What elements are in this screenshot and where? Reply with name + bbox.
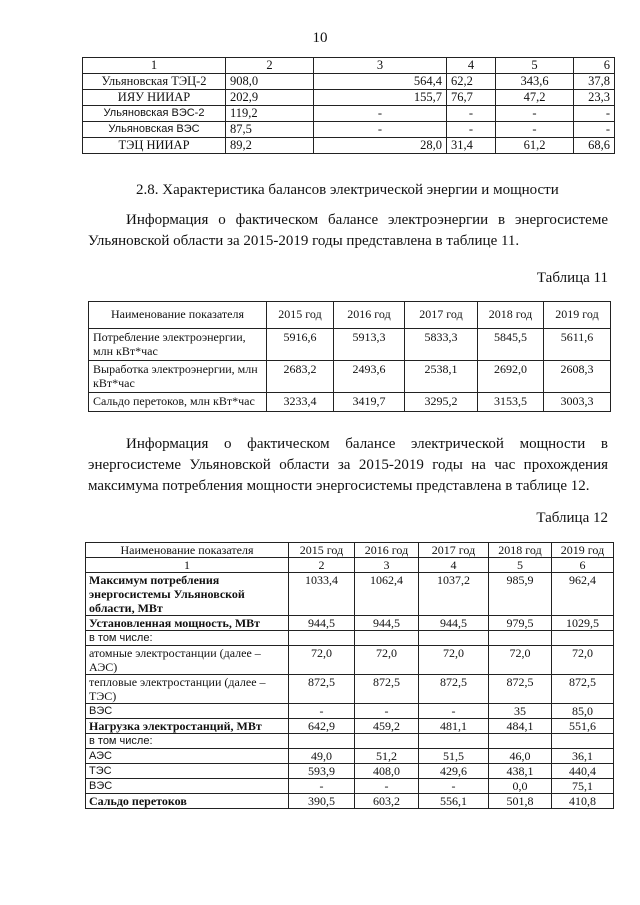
table-cell: - (447, 106, 496, 122)
header-cell: 4 (447, 58, 496, 74)
table-cell: 1037,2 (419, 573, 489, 616)
table-row (86, 646, 614, 675)
table-header-row (89, 302, 611, 329)
table-row (86, 779, 614, 794)
table-cell: 872,5 (355, 675, 419, 704)
table-cell: 23,3 (574, 90, 615, 106)
table-cell: 1062,4 (355, 573, 419, 616)
table-cell: 2692,0 (478, 361, 544, 393)
table-row (86, 764, 614, 779)
header-cell: 2019 год (544, 302, 611, 329)
table-row (86, 616, 614, 631)
table-cell: 72,0 (489, 646, 552, 675)
table-cell: 85,0 (552, 704, 614, 719)
header-cell: 2019 год (552, 543, 614, 558)
table-cell: 2493,6 (334, 361, 405, 393)
row-label: Нагрузка электростанций, МВт (86, 719, 289, 734)
table-cell: 0,0 (489, 779, 552, 794)
table-row (86, 734, 614, 749)
table-cell: 501,8 (489, 794, 552, 809)
table-cell: 46,0 (489, 749, 552, 764)
table-row (86, 719, 614, 734)
header-cell: 2015 год (267, 302, 334, 329)
column-number: 4 (419, 558, 489, 573)
table-cell: 429,6 (419, 764, 489, 779)
row-label: в том числе: (86, 631, 289, 646)
header-cell: 1 (83, 58, 226, 74)
table-12 (85, 542, 614, 809)
table-cell (355, 631, 419, 646)
header-cell: 5 (496, 58, 574, 74)
table-cell: - (314, 122, 447, 138)
table-cell: 5611,6 (544, 329, 611, 361)
table-cell: 593,9 (289, 764, 355, 779)
table-cell: - (419, 779, 489, 794)
header-cell: Наименование показателя (86, 543, 289, 558)
table-cell: 390,5 (289, 794, 355, 809)
table-row (89, 329, 611, 361)
row-label: Сальдо перетоков, млн кВт*час (89, 393, 267, 412)
table-cell: 202,9 (226, 90, 314, 106)
table-cell: 962,4 (552, 573, 614, 616)
table-cell: - (355, 779, 419, 794)
table-row (83, 122, 615, 138)
paragraph-power-balance: Информация о фактическом балансе электрической мощности в энергосистеме Ульяновской области за 2015-2019 годы на час прохождения максимума потребления мощности энергосистемы представлена в таблице 12. (88, 436, 608, 494)
table-cell (552, 631, 614, 646)
header-cell: 2 (226, 58, 314, 74)
row-label: Сальдо перетоков (86, 794, 289, 809)
table-cell: 31,4 (447, 138, 496, 154)
column-number: 2 (289, 558, 355, 573)
row-label: тепловые электростанции (далее – ТЭС) (86, 675, 289, 704)
row-label: Выработка электроэнергии, млн кВт*час (89, 361, 267, 393)
row-label: Ульяновская ТЭЦ-2 (83, 74, 226, 90)
row-label: Установленная мощность, МВт (86, 616, 289, 631)
page-number: 10 (312, 30, 328, 46)
table-row (86, 704, 614, 719)
table-cell: 3003,3 (544, 393, 611, 412)
table-cell (552, 734, 614, 749)
table-cell: 872,5 (289, 675, 355, 704)
table-row (89, 361, 611, 393)
header-cell: 2017 год (419, 543, 489, 558)
table-cell: 36,1 (552, 749, 614, 764)
table-12-caption: Таблица 12 (536, 510, 608, 526)
table-cell: 72,0 (552, 646, 614, 675)
table-cell: 2608,3 (544, 361, 611, 393)
row-label: ИЯУ НИИАР (83, 90, 226, 106)
table-cell: 872,5 (489, 675, 552, 704)
table-cell: 481,1 (419, 719, 489, 734)
table-cell: 551,6 (552, 719, 614, 734)
table-cell: 51,2 (355, 749, 419, 764)
table-row (89, 393, 611, 412)
header-cell: 2018 год (489, 543, 552, 558)
table-cell: 72,0 (355, 646, 419, 675)
table-cell: 944,5 (355, 616, 419, 631)
header-cell: 2015 год (289, 543, 355, 558)
table-cell: - (496, 106, 574, 122)
header-cell: 6 (574, 58, 615, 74)
table-cell: 564,4 (314, 74, 447, 90)
table-cell: 408,0 (355, 764, 419, 779)
row-label: атомные электростанции (далее – АЭС) (86, 646, 289, 675)
header-cell: 2016 год (334, 302, 405, 329)
paragraph-energy-balance: Информация о фактическом балансе электроэнергии в энергосистеме Ульяновской области за 2015-2019 годы представлена в таблице 11. (88, 212, 608, 249)
row-label: Ульяновская ВЭС-2 (83, 106, 226, 122)
table-cell: 35 (489, 704, 552, 719)
header-cell: 2017 год (405, 302, 478, 329)
table-top-continuation (82, 57, 615, 154)
table-cell: - (574, 122, 615, 138)
table-cell: 440,4 (552, 764, 614, 779)
table-cell: 75,1 (552, 779, 614, 794)
row-label: Максимум потребления энергосистемы Ульяновской области, МВт (86, 573, 289, 616)
table-cell: 908,0 (226, 74, 314, 90)
table-cell (355, 734, 419, 749)
table-cell: 459,2 (355, 719, 419, 734)
table-cell: 5833,3 (405, 329, 478, 361)
table-header-row (83, 58, 615, 74)
header-cell: 3 (314, 58, 447, 74)
row-label: в том числе: (86, 734, 289, 749)
table-cell: 642,9 (289, 719, 355, 734)
table-cell: 985,9 (489, 573, 552, 616)
table-cell: 944,5 (289, 616, 355, 631)
row-label: ТЭС (86, 764, 289, 779)
table-cell: 47,2 (496, 90, 574, 106)
table-cell: - (289, 704, 355, 719)
table-cell (489, 734, 552, 749)
table-row (86, 675, 614, 704)
table-cell: 410,8 (552, 794, 614, 809)
table-row (83, 138, 615, 154)
row-label: Потребление электроэнергии, млн кВт*час (89, 329, 267, 361)
table-cell: 979,5 (489, 616, 552, 631)
row-label: ВЭС (86, 704, 289, 719)
table-cell: 5916,6 (267, 329, 334, 361)
table-row (83, 74, 615, 90)
table-cell (419, 734, 489, 749)
table-cell: 3295,2 (405, 393, 478, 412)
table-cell: 119,2 (226, 106, 314, 122)
row-label: ВЭС (86, 779, 289, 794)
column-number: 1 (86, 558, 289, 573)
table-cell: 51,5 (419, 749, 489, 764)
table-cell: - (447, 122, 496, 138)
table-number-row (86, 558, 614, 573)
row-label: Ульяновская ВЭС (83, 122, 226, 138)
table-cell: 28,0 (314, 138, 447, 154)
row-label: ТЭЦ НИИАР (83, 138, 226, 154)
table-row (86, 749, 614, 764)
header-cell: 2018 год (478, 302, 544, 329)
table-cell: 343,6 (496, 74, 574, 90)
table-cell: 1033,4 (289, 573, 355, 616)
table-cell: 49,0 (289, 749, 355, 764)
table-cell: 155,7 (314, 90, 447, 106)
table-cell: 72,0 (289, 646, 355, 675)
table-row (86, 631, 614, 646)
table-cell: - (496, 122, 574, 138)
table-cell: 2683,2 (267, 361, 334, 393)
column-number: 6 (552, 558, 614, 573)
table-cell: 61,2 (496, 138, 574, 154)
table-11 (88, 301, 611, 412)
column-number: 3 (355, 558, 419, 573)
table-cell: 87,5 (226, 122, 314, 138)
table-header-row (86, 543, 614, 558)
table-cell: 5845,5 (478, 329, 544, 361)
table-cell: 872,5 (419, 675, 489, 704)
row-label: АЭС (86, 749, 289, 764)
table-cell: 3419,7 (334, 393, 405, 412)
table-row (83, 90, 615, 106)
table-cell: 68,6 (574, 138, 615, 154)
table-cell: 89,2 (226, 138, 314, 154)
table-cell: - (314, 106, 447, 122)
table-cell (289, 631, 355, 646)
table-cell: - (419, 704, 489, 719)
table-row (83, 106, 615, 122)
table-11-caption: Таблица 11 (536, 270, 608, 286)
table-cell: 3233,4 (267, 393, 334, 412)
table-cell: 556,1 (419, 794, 489, 809)
table-cell: - (574, 106, 615, 122)
header-cell: 2016 год (355, 543, 419, 558)
table-cell: 1029,5 (552, 616, 614, 631)
table-cell (289, 734, 355, 749)
header-cell: Наименование показателя (89, 302, 267, 329)
table-row (86, 573, 614, 616)
column-number: 5 (489, 558, 552, 573)
section-heading: 2.8. Характеристика балансов электрической энергии и мощности (136, 182, 559, 198)
table-cell: - (355, 704, 419, 719)
table-cell (489, 631, 552, 646)
table-cell: 37,8 (574, 74, 615, 90)
table-cell: 3153,5 (478, 393, 544, 412)
table-cell: 76,7 (447, 90, 496, 106)
table-cell: 2538,1 (405, 361, 478, 393)
table-cell (419, 631, 489, 646)
table-cell: 5913,3 (334, 329, 405, 361)
table-cell: 438,1 (489, 764, 552, 779)
table-cell: 62,2 (447, 74, 496, 90)
table-cell: - (289, 779, 355, 794)
table-cell: 72,0 (419, 646, 489, 675)
table-cell: 603,2 (355, 794, 419, 809)
table-cell: 484,1 (489, 719, 552, 734)
table-row (86, 794, 614, 809)
table-cell: 872,5 (552, 675, 614, 704)
table-cell: 944,5 (419, 616, 489, 631)
